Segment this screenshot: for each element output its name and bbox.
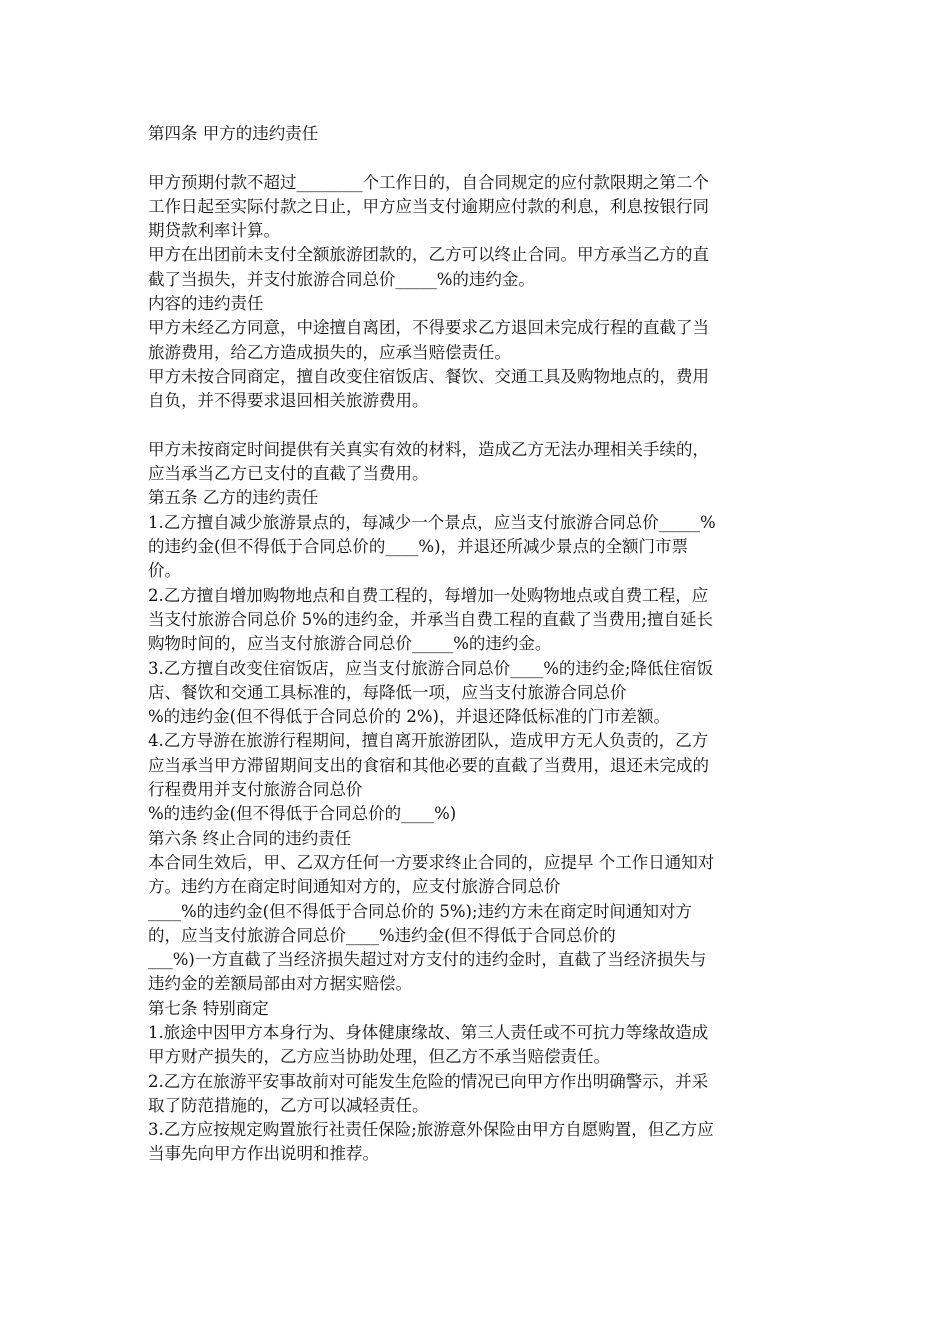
- text-line: 甲方未按合同商定，擅自改变住宿饭店、餐饮、交通工具及购物地点的，费用: [148, 366, 709, 386]
- text-line: 应当承当甲方滞留期间支出的食宿和其他必要的直截了当费用，退还未完成的: [148, 755, 709, 775]
- text-line: 当支付旅游合同总价 5%的违约金，并承当自费工程的直截了当费用;擅自延长: [148, 609, 713, 629]
- contract-document: [148, 122, 808, 1167]
- text-line: 取了防范措施的，乙方可以减轻责任。: [148, 1095, 429, 1115]
- text-line: 行程费用并支付旅游合同总价: [148, 780, 363, 800]
- text-line: 1.旅途中因甲方本身行为、身体健康缘故、第三人责任或不可抗力等缘故造成: [148, 1022, 709, 1042]
- text-line: 1.乙方擅自减少旅游景点的，每减少一个景点，应当支付旅游合同总价_____%: [148, 512, 716, 532]
- text-line: 购物时间的，应当支付旅游合同总价_____%的违约金。: [148, 634, 552, 654]
- text-line: 3.乙方擅自改变住宿饭店，应当支付旅游合同总价____%的违约金;降低住宿饭: [148, 658, 713, 678]
- text-line: %的违约金(但不得低于合同总价的____%): [148, 804, 457, 824]
- text-line: 截了当损失，并支付旅游合同总价_____%的违约金。: [148, 269, 535, 289]
- text-line: 4.乙方导游在旅游行程期间，擅自离开旅游团队，造成甲方无人负责的，乙方: [148, 731, 709, 751]
- text-line: 旅游费用，给乙方造成损失的，应承当赔偿责任。: [148, 342, 511, 362]
- blank-line: [148, 146, 808, 170]
- text-line: 价。: [148, 561, 181, 581]
- text-line: 当事先向甲方作出说明和推荐。: [148, 1144, 379, 1164]
- blank-line: [148, 414, 808, 438]
- text-line: 自负，并不得要求退回相关旅游费用。: [148, 391, 429, 411]
- text-line: 2.乙方擅自增加购物地点和自费工程的，每增加一处购物地点或自费工程，应: [148, 585, 709, 605]
- text-line: 店、餐饮和交通工具标准的，每降低一项，应当支付旅游合同总价: [148, 682, 627, 702]
- text-line: 3.乙方应按规定购置旅行社责任保险;旅游意外保险由甲方自愿购置，但乙方应: [148, 1120, 714, 1140]
- text-line: 甲方财产损失的，乙方应当协助处理，但乙方不承当赔偿责任。: [148, 1047, 610, 1067]
- text-line: 期贷款利率计算。: [148, 221, 280, 241]
- text-line: 的违约金(但不得低于合同总价的____%)，并退还所减少景点的全额门市票: [148, 537, 689, 557]
- article-6-heading: 第六条 终止合同的违约责任: [148, 828, 352, 848]
- text-line: ____%的违约金(但不得低于合同总价的 5%);违约方未在商定时间通知对方: [148, 901, 693, 921]
- text-line: 甲方预期付款不超过________个工作日的，自合同规定的应付款限期之第二个: [148, 172, 709, 192]
- text-line: 甲方未按商定时间提供有关真实有效的材料，造成乙方无法办理相关手续的，: [148, 439, 709, 459]
- text-line: 的，应当支付旅游合同总价____%违约金(但不得低于合同总价的: [148, 925, 616, 945]
- text-line: %的违约金(但不得低于合同总价的 2%)，并退还降低标准的门市差额。: [148, 707, 670, 727]
- text-line: 违约金的差额局部由对方据实赔偿。: [148, 974, 412, 994]
- text-line: 甲方在出团前未支付全额旅游团款的，乙方可以终止合同。甲方承当乙方的直: [148, 245, 709, 265]
- article-5-heading: 第五条 乙方的违约责任: [148, 488, 319, 508]
- article-7-heading: 第七条 特别商定: [148, 998, 269, 1018]
- article-4-heading: 第四条 甲方的违约责任: [148, 124, 319, 143]
- text-line: 工作日起至实际付款之日止，甲方应当支付逾期应付款的利息，利息按银行同: [148, 196, 709, 216]
- text-line: 本合同生效后，甲、乙双方任何一方要求终止合同的，应提早 个工作日通知对: [148, 852, 715, 872]
- text-line: 2.乙方在旅游平安事故前对可能发生危险的情况已向甲方作出明确警示，并采: [148, 1071, 709, 1091]
- section-heading: 内容的违约责任: [148, 294, 264, 314]
- text-line: 方。违约方在商定时间通知对方的，应支付旅游合同总价: [148, 877, 561, 897]
- text-line: 甲方未经乙方同意，中途擅自离团，不得要求乙方退回未完成行程的直截了当: [148, 318, 709, 338]
- text-line: 应当承当乙方已支付的直截了当费用。: [148, 464, 429, 484]
- text-line: ___%)一方直截了当经济损失超过对方支付的违约金时，直截了当经济损失与: [148, 950, 707, 970]
